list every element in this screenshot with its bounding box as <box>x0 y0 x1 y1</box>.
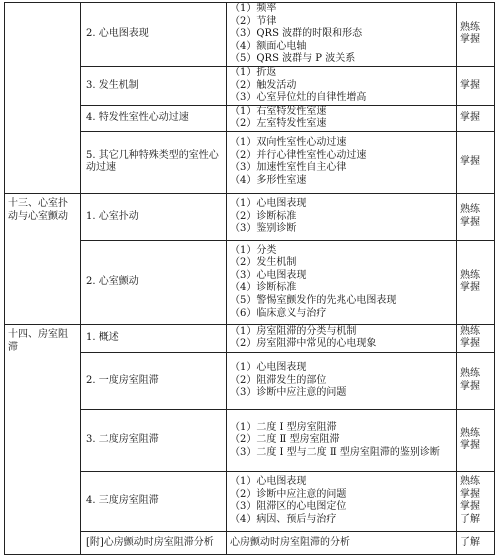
content-cell <box>227 105 457 131</box>
topic-cell <box>81 471 227 531</box>
content-item: 心房颤动时房室阻滞的分析 <box>230 536 350 548</box>
requirement-level-label: 了解 <box>460 536 480 548</box>
content-item: （6）临床意义与治疗 <box>230 307 327 319</box>
content-item: （2）二度 Ⅱ 型房室阻滞 <box>230 434 340 446</box>
content-item: （2）触发活动 <box>230 79 297 91</box>
content-item: （3）阻滞区的心电图定位 <box>230 501 347 513</box>
content-item: （1）右室特发性室速 <box>230 105 327 117</box>
content-item: （1）折返 <box>230 66 277 78</box>
requirement-level-cell <box>457 352 495 409</box>
requirement-level-cell <box>457 409 495 471</box>
section-group-label: 十四、房室阻滞 <box>8 328 68 353</box>
content-item: （3）QRS 波群的时限和形态 <box>230 28 363 40</box>
requirement-level-label: 熟练 <box>460 204 480 216</box>
content-cell <box>227 66 457 105</box>
topic-label: 4. 三度房室阻滞 <box>86 495 159 507</box>
topic-label: 1. 心室扑动 <box>86 210 139 222</box>
topic-label: 2. 一度房室阻滞 <box>86 374 159 386</box>
content-item: （1）分类 <box>230 244 277 256</box>
content-item: （5）QRS 波群与 P 波关系 <box>230 53 356 65</box>
requirement-level-label: 掌握 <box>460 380 480 392</box>
table-row <box>5 193 495 240</box>
content-item: （3）鉴别诊断 <box>230 223 297 235</box>
requirement-level-label: 掌握 <box>460 216 480 228</box>
content-cell <box>227 3 457 67</box>
content-item: （1）频率 <box>230 3 277 14</box>
requirement-level-label: 掌握 <box>460 112 480 124</box>
content-item: （1）心电图表现 <box>230 362 307 374</box>
requirement-level-label: 熟练 <box>460 269 480 281</box>
content-cell <box>227 352 457 409</box>
content-item: （3）加速性室性自主心律 <box>230 162 347 174</box>
topic-label: 4. 特发性室性心动过速 <box>86 112 189 124</box>
content-item: （2）并行心律性室性心动过速 <box>230 149 367 161</box>
topic-label: 2. 心室颤动 <box>86 276 139 288</box>
requirement-level-cell <box>457 3 495 67</box>
requirement-level-label: 掌握 <box>460 338 480 350</box>
content-cell <box>227 131 457 193</box>
content-item: （2）房室阻滞中常见的心电现象 <box>230 338 377 350</box>
topic-cell <box>81 240 227 324</box>
topic-label: 3. 发生机制 <box>86 79 139 91</box>
requirement-level-cell <box>457 240 495 324</box>
requirement-level-label: 掌握 <box>460 501 480 513</box>
requirement-level-cell <box>457 105 495 131</box>
requirement-level-label: 掌握 <box>460 79 480 91</box>
content-item: （3）心电图表现 <box>230 269 307 281</box>
requirement-level-label: 掌握 <box>460 440 480 452</box>
requirement-level-cell <box>457 471 495 531</box>
content-cell <box>227 409 457 471</box>
topic-cell <box>81 66 227 105</box>
topic-cell <box>81 131 227 193</box>
requirement-level-label: 熟练 <box>460 21 480 33</box>
requirement-level-cell <box>457 66 495 105</box>
content-item: （3）心室异位灶的自律性增高 <box>230 92 367 104</box>
content-item: （1）双向性室性心动过速 <box>230 137 347 149</box>
topic-cell <box>81 3 227 67</box>
syllabus-table-body <box>5 3 495 555</box>
content-item: （1）二度 Ⅰ 型房室阻滞 <box>230 421 337 433</box>
topic-cell <box>81 105 227 131</box>
content-cell <box>227 471 457 531</box>
topic-cell <box>81 324 227 352</box>
syllabus-table <box>4 2 495 555</box>
content-item: （4）额面心电轴 <box>230 40 307 52</box>
requirement-level-label: 熟练 <box>460 325 480 337</box>
content-item: （2）诊断中应注意的问题 <box>230 488 347 500</box>
content-item: （2）左室特发性室速 <box>230 118 327 130</box>
content-item: （3）诊断中应注意的问题 <box>230 387 347 399</box>
table-row <box>5 3 495 67</box>
content-item: （2）阻滞发生的部位 <box>230 374 327 386</box>
topic-label: 3. 二度房室阻滞 <box>86 434 159 446</box>
requirement-level-cell <box>457 193 495 240</box>
content-cell <box>227 193 457 240</box>
content-item: （4）多形性室速 <box>230 175 307 187</box>
requirement-level-label: 熟练 <box>460 368 480 380</box>
requirement-level-label: 掌握 <box>460 156 480 168</box>
content-item: （1）心电图表现 <box>230 198 307 210</box>
content-item: （5）警惕室颤发作的先兆心电图表现 <box>230 295 397 307</box>
content-item: （2）节律 <box>230 15 277 27</box>
content-item: （2）诊断标准 <box>230 210 297 222</box>
section-group-cell <box>5 3 81 194</box>
topic-label: 2. 心电图表现 <box>86 28 149 40</box>
topic-label: 5. 其它几种特殊类型的室性心动过速 <box>86 149 219 174</box>
topic-cell <box>81 352 227 409</box>
content-cell <box>227 531 457 554</box>
section-group-cell <box>5 193 81 324</box>
content-item: （4）病因、预后与治疗 <box>230 514 337 526</box>
topic-cell <box>81 409 227 471</box>
requirement-level-cell <box>457 324 495 352</box>
content-cell <box>227 324 457 352</box>
content-item: （2）发生机制 <box>230 257 297 269</box>
syllabus-table-wrapper <box>4 2 495 555</box>
content-item: （1）心电图表现 <box>230 476 307 488</box>
section-group-cell <box>5 324 81 554</box>
content-cell <box>227 240 457 324</box>
topic-cell <box>81 193 227 240</box>
requirement-level-label: 熟练 <box>460 476 480 488</box>
topic-label: 1. 概述 <box>86 332 119 344</box>
requirement-level-cell <box>457 531 495 554</box>
requirement-level-cell <box>457 131 495 193</box>
table-row <box>5 324 495 352</box>
requirement-level-label: 掌握 <box>460 282 480 294</box>
content-item: （1）房室阻滞的分类与机制 <box>230 325 357 337</box>
requirement-level-label: 掌握 <box>460 34 480 46</box>
requirement-level-label: 熟练 <box>460 427 480 439</box>
requirement-level-label: 了解 <box>460 514 480 526</box>
topic-cell <box>81 531 227 554</box>
topic-label: [附]心房颤动时房室阻滞分析 <box>86 536 214 548</box>
content-item: （3）二度 Ⅰ 型与二度 Ⅱ 型房室阻滞的鉴别诊断 <box>230 446 440 458</box>
section-group-label: 十三、心室扑动与心室颤动 <box>8 197 68 222</box>
requirement-level-label: 掌握 <box>460 488 480 500</box>
content-item: （4）诊断标准 <box>230 282 297 294</box>
